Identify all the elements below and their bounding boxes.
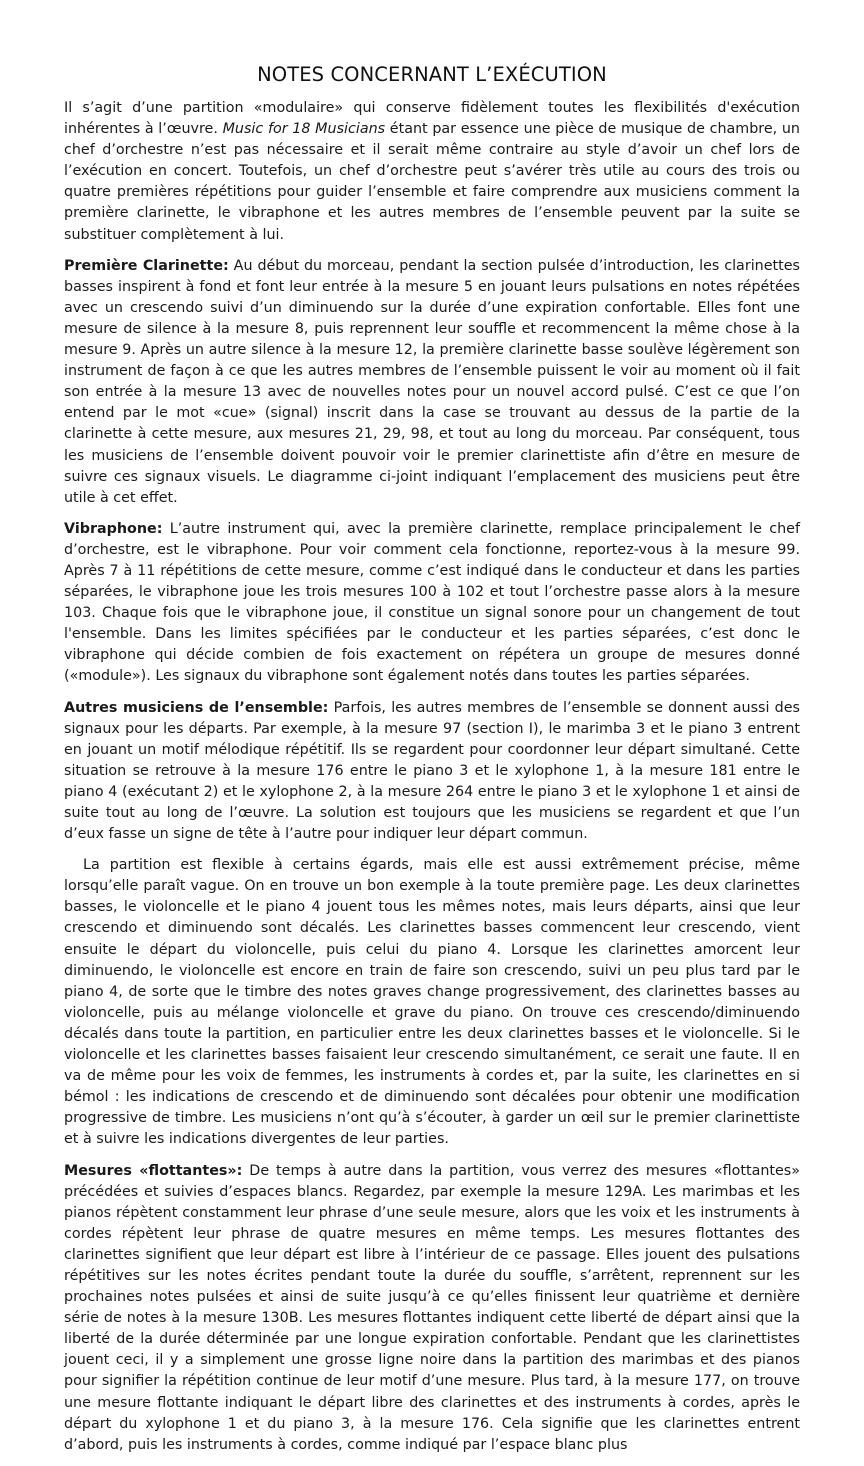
vibraphone-heading: Vibraphone: (64, 520, 163, 537)
flottantes-text: De temps à autre dans la partition, vous verrez des mesures «flottantes» précédées et suivies d’espaces blancs. Regardez, par exemple la mesure 129A. Les marimbas et les pianos répètent constamment leur phrase d’une seule mesure, alors que les voix et les instruments à cordes répètent leur phrase de quatre mesures en même temps. Les mesures flottantes des clarinettes signifient que leur départ est libre à l’intérieur de ce passage. Elles jouent des pulsations répétitives sur les notes écrites pendant toute la durée du souffle, s’arrêtent, reprennent sur les prochaines notes pulsées et ainsi de suite jusqu’à ce qu’elles finissent leur quatrième et dernière série de notes à la mesure 130B. Les mesures flottantes indiquent cette liberté de départ ainsi que la liberté de la durée déterminée par une longue expiration confortable. Pendant que les clarinettistes jouent ceci, il y a simplement une grosse ligne noire dans la partition des marimbas et des pianos pour signifier la répétition continue de leur motif d’une mesure. Plus tard, à la mesure 177, on trouve une mesure flottante indiquant le départ libre des clarinettes et des instruments à cordes, après le départ du xylophone 1 et du piano 3, à la mesure 176. Cela signifie que les clarinettes entrent d’abord, puis les instruments à cordes, comme indiqué par l’espace blanc plus (64, 1162, 800, 1453)
work-title: Music for 18 Musicians (222, 121, 386, 138)
vibraphone-text: L’autre instrument qui, avec la première clarinette, remplace principalement le chef d’orchestre, est le vibraphone. Pour voir comment cela fonctionne, reportez-vous à la mesure 99. Après 7 à 11 répétitions de cette mesure, comme c’est indiqué dans le conducteur et dans les parties séparées, le vibraphone joue les trois mesures 100 à 102 et tout l’orchestre passe alors à la mesure 103. Chaque fois que le vibraphone joue, il constitue un signal sonore pour un changement de tout l'ensemble. Dans les limites spécifiées par le conducteur et les parties séparées, c’est donc le vibraphone qui décide combien de fois exactement on répétera un groupe de mesures donné («module»). Les signaux du vibraphone sont également notés dans toutes les parties séparées. (64, 520, 800, 685)
page-title: NOTES CONCERNANT L’EXÉCUTION (257, 63, 607, 86)
clarinette-text: Au début du morceau, pendant la section pulsée d’introduction, les clarinettes basses inspirent à fond et font leur entrée à la mesure 5 en jouant leurs pulsations en notes répétées avec un crescendo suivi d’un diminuendo sur la durée d’une expiration confortable. Elles font une mesure de silence à la mesure 8, puis reprennent leur souffle et recommencent la même chose à la mesure 9. Après un autre silence à la mesure 12, la première clarinette basse soulève légèrement son instrument de façon à ce que les autres membres de l’ensemble puissent le voir au moment où il fait son entrée à la mesure 13 avec de nouvelles notes pour un nouvel accord pulsé. C’est ce que l’on entend par le mot «cue» (signal) inscrit dans la case se trouvant au dessus de la partie de la clarinette à cette mesure, aux mesures 21, 29, 98, et tout au long du morceau. Par conséquent, tous les musiciens de l’ensemble doivent pouvoir voir le premier clarinettiste afin d’être en mesure de suivre ces signaux visuels. Le diagramme ci-joint indiquant l’emplacement des musiciens peut être utile à cet effet. (64, 257, 800, 506)
flottantes-paragraph (64, 1161, 800, 1456)
document-page (64, 62, 800, 1466)
flexible-text: La partition est flexible à certains égards, mais elle est aussi extrêmement précise, même lorsqu’elle paraît vague. On en trouve un bon exemple à la toute première page. Les deux clarinettes basses, le violoncelle et le piano 4 jouent tous les mêmes notes, mais leurs départs, ainsi que leur crescendo et diminuendo sont décalés. Les clarinettes basses commencent leur crescendo, vient ensuite le départ du violoncelle, puis celui du piano 4. Lorsque les clarinettes amorcent leur diminuendo, le violoncelle est encore en train de faire son crescendo, suivi un peu plus tard par le piano 4, de sorte que le timbre des notes graves change progressivement, des clarinettes basses au violoncelle, puis au mélange violoncelle et grave du piano. On trouve ces crescendo/diminuendo décalés dans toute la partition, en particulier entre les deux clarinettes basses et le violoncelle. Si le violoncelle et les clarinettes basses faisaient leur crescendo simultanément, ce serait une faute. Il en va de même pour les voix de femmes, les instruments à cordes et, par la suite, les clarinettes en si bémol : les indications de crescendo et de diminuendo sont décalées pour obtenir une modification progressive de timbre. Les musiciens n’ont qu’à s’écouter, à garder un œil sur le premier clarinettiste et à suivre les indications divergentes de leur parties. (64, 857, 800, 1148)
intro-text-end: étant par essence une pièce de musique de chambre, un chef d’orchestre n’est pas nécessaire et il serait même contraire au style d’avoir un chef lors de l’exécution en concert. Toutefois, un chef d’orchestre peut s’avérer très utile au cours des trois ou quatre premières répétitions pour guider l’ensemble et faire comprendre aux musiciens comment la première clarinette, le vibraphone et les autres membres de l’ensemble peuvent par la suite se substituer complètement à lui. (64, 121, 800, 243)
autres-paragraph (64, 698, 800, 846)
vibraphone-paragraph (64, 519, 800, 688)
clarinette-paragraph (64, 256, 800, 509)
flexible-paragraph (64, 855, 800, 1150)
autres-text: Parfois, les autres membres de l’ensemble se donnent aussi des signaux pour les départs. Par exemple, à la mesure 97 (section I), le marimba 3 et le piano 3 entrent en jouant un motif mélodique répétitif. Ils se regardent pour coordonner leur départ simultané. Cette situation se retrouve à la mesure 176 entre le piano 3 et le xylophone 1, à la mesure 181 entre le piano 4 (exécutant 2) et le xylophone 2, à la mesure 264 entre le piano 3 et le xylophone 1 et ainsi de suite tout au long de l’œuvre. La solution est toujours que les musiciens se regardent et que l’un d’eux fasse un signe de tête à l’autre pour indiquer leur départ commun. (64, 699, 800, 843)
intro-paragraph (64, 98, 800, 246)
flottantes-heading: Mesures «flottantes»: (64, 1162, 243, 1179)
intro-text-start: Il s’agit d’une partition «modulaire» qui conserve fidèlement toutes les flexibilités d'exécution inhérentes à l’œuvre. (64, 100, 800, 138)
clarinette-heading: Première Clarinette: (64, 257, 229, 274)
autres-heading: Autres musiciens de l’ensemble: (64, 699, 329, 716)
